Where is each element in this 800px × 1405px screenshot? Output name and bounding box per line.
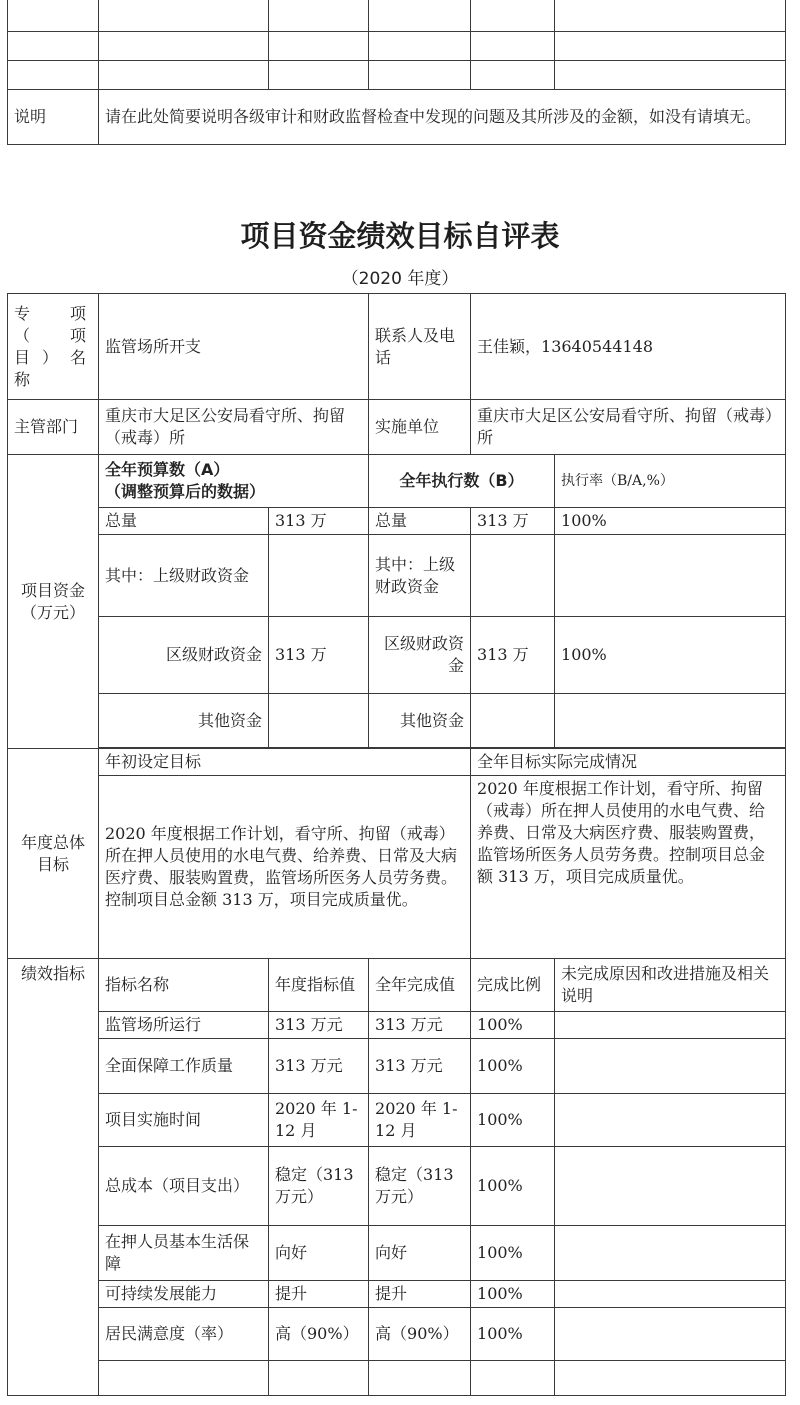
indicator-name: 在押人员基本生活保障: [99, 1226, 269, 1281]
indicator-target: [269, 1361, 369, 1396]
indicator-target: 313 万元: [269, 1039, 369, 1094]
note-text: 请在此处简要说明各级审计和财政监督检查中发现的问题及其所涉及的金额，如没有请填无。: [99, 90, 786, 145]
exec-label: 其中：上级财政资金: [369, 535, 471, 617]
indicator-notes: [555, 1012, 786, 1039]
exec-value: [471, 535, 555, 617]
goals-actual-header: 全年目标实际完成情况: [471, 749, 786, 776]
note-label: 说明: [8, 90, 99, 145]
funds-header-row: [8, 455, 786, 508]
goals-header-row: [8, 749, 786, 776]
indicator-target: 稳定（313 万元）: [269, 1147, 369, 1226]
indicator-done: 313 万元: [369, 1039, 471, 1094]
funds-row: [8, 535, 786, 617]
indicator-header-done: 全年完成值: [369, 959, 471, 1012]
budget-label: 其他资金: [99, 694, 269, 748]
budget-header: 全年预算数（A） （调整预算后的数据）: [99, 455, 369, 508]
indicator-ratio: 100%: [471, 1039, 555, 1094]
indicator-row: [8, 1012, 786, 1039]
page-subtitle: （2020 年度）: [341, 269, 459, 289]
funds-label: 项目资金（万元）: [8, 455, 99, 749]
indicator-name: [99, 1361, 269, 1396]
funds-row: [8, 508, 786, 535]
rate-header: 执行率（B/A,%）: [555, 455, 786, 508]
indicator-row: [8, 1226, 786, 1281]
indicator-notes: [555, 1281, 786, 1308]
project-name-label: 专 项（项目）名称: [8, 294, 99, 400]
budget-value: 313 万: [269, 617, 369, 694]
project-row: [8, 294, 786, 400]
budget-value: 313 万: [269, 508, 369, 535]
indicator-row: [8, 1094, 786, 1147]
impl-label: 实施单位: [369, 400, 471, 455]
goals-row: [8, 776, 786, 959]
goals-set-text: 2020 年度根据工作计划，看守所、拘留（戒毒）所在押人员使用的水电气费、给养费、日常及大病医疗费、服装购置费，监管场所医务人员劳务费。控制项目总金额 313 万，项目完成质量优。: [99, 776, 471, 959]
exec-header: 全年执行数（B）: [369, 455, 555, 508]
indicator-done: 提升: [369, 1281, 471, 1308]
indicator-notes: [555, 1094, 786, 1147]
indicator-done: 向好: [369, 1226, 471, 1281]
exec-label: 总量: [369, 508, 471, 535]
goals-actual-text: 2020 年度根据工作计划，看守所、拘留（戒毒）所在押人员使用的水电气费、给养费、日常及大病医疗费、服装购置费，监管场所医务人员劳务费。控制项目总金额 313 万，项目完成质量优。: [471, 776, 786, 959]
indicator-target: 高（90%）: [269, 1308, 369, 1361]
indicator-notes: [555, 1361, 786, 1396]
indicator-done: 高（90%）: [369, 1308, 471, 1361]
indicator-name: 总成本（项目支出）: [99, 1147, 269, 1226]
indicator-name: 项目实施时间: [99, 1094, 269, 1147]
table-row: [8, 61, 786, 90]
exec-label: 其他资金: [369, 694, 471, 748]
indicator-name: 可持续发展能力: [99, 1281, 269, 1308]
exec-value: [471, 694, 555, 748]
table-row: [8, 0, 786, 32]
indicator-ratio: 100%: [471, 1281, 555, 1308]
indicator-notes: [555, 1226, 786, 1281]
budget-label: 区级财政资金: [99, 617, 269, 694]
indicator-header-row: [8, 959, 786, 1012]
indicator-row: [8, 1281, 786, 1308]
indicator-done: 稳定（313 万元）: [369, 1147, 471, 1226]
indicator-done: [369, 1361, 471, 1396]
contact-value: 王佳颖，13640544148: [471, 294, 786, 400]
budget-value: [269, 535, 369, 617]
budget-label: 其中：上级财政资金: [99, 535, 269, 617]
dept-row: [8, 400, 786, 455]
goals-label: 年度总体目标: [8, 749, 99, 959]
indicator-target: 313 万元: [269, 1012, 369, 1039]
indicator-name: 全面保障工作质量: [99, 1039, 269, 1094]
previous-table: [7, 0, 786, 145]
funds-row: [8, 694, 786, 748]
exec-label: 区级财政资金: [369, 617, 471, 694]
indicator-header-target: 年度指标值: [269, 959, 369, 1012]
rate-value: 100%: [555, 508, 786, 535]
rate-value: [555, 694, 786, 748]
note-row: [8, 90, 786, 145]
indicator-notes: [555, 1147, 786, 1226]
dept-value: 重庆市大足区公安局看守所、拘留（戒毒）所: [99, 400, 369, 455]
indicator-ratio: 100%: [471, 1094, 555, 1147]
indicators-label: 绩效指标: [8, 959, 99, 1396]
indicator-header-ratio: 完成比例: [471, 959, 555, 1012]
impl-value: 重庆市大足区公安局看守所、拘留（戒毒）所: [471, 400, 786, 455]
indicator-target: 向好: [269, 1226, 369, 1281]
indicator-target: 提升: [269, 1281, 369, 1308]
indicator-row: [8, 1308, 786, 1361]
indicator-row: [8, 1147, 786, 1226]
rate-value: [555, 535, 786, 617]
indicator-ratio: [471, 1361, 555, 1396]
indicator-ratio: 100%: [471, 1012, 555, 1039]
dept-label: 主管部门: [8, 400, 99, 455]
indicator-done: 313 万元: [369, 1012, 471, 1039]
budget-value: [269, 694, 369, 748]
indicator-row: [8, 1361, 786, 1396]
indicator-row: [8, 1039, 786, 1094]
indicator-header-notes: 未完成原因和改进措施及相关说明: [555, 959, 786, 1012]
indicator-ratio: 100%: [471, 1147, 555, 1226]
indicator-ratio: 100%: [471, 1226, 555, 1281]
exec-value: 313 万: [471, 508, 555, 535]
exec-value: 313 万: [471, 617, 555, 694]
rate-value: 100%: [555, 617, 786, 694]
indicator-ratio: 100%: [471, 1308, 555, 1361]
indicator-done: 2020 年 1-12 月: [369, 1094, 471, 1147]
indicator-header-name: 指标名称: [99, 959, 269, 1012]
contact-label: 联系人及电话: [369, 294, 471, 400]
funds-row: [8, 617, 786, 694]
evaluation-table: [7, 293, 786, 1396]
page-title: 项目资金绩效目标自评表: [240, 219, 560, 253]
indicator-notes: [555, 1308, 786, 1361]
project-name: 监管场所开支: [99, 294, 369, 400]
goals-set-header: 年初设定目标: [99, 749, 471, 776]
budget-label: 总量: [99, 508, 269, 535]
indicator-name: 监管场所运行: [99, 1012, 269, 1039]
indicator-target: 2020 年 1-12 月: [269, 1094, 369, 1147]
indicator-notes: [555, 1039, 786, 1094]
indicator-name: 居民满意度（率）: [99, 1308, 269, 1361]
table-row: [8, 32, 786, 61]
